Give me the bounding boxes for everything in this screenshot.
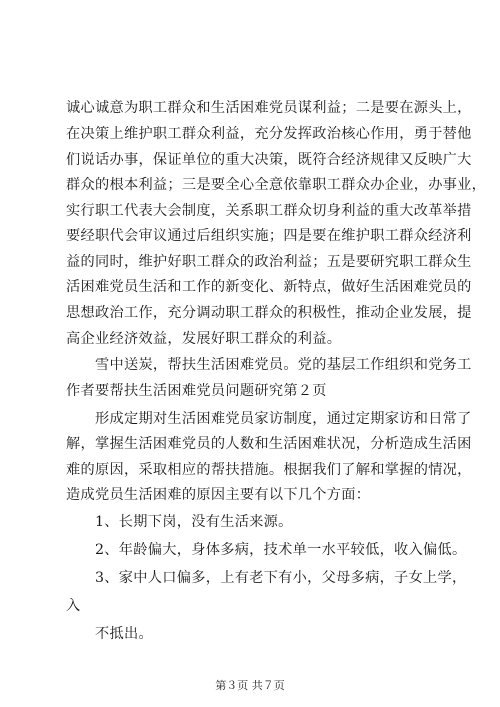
body-text-line: 们说话办事，保证单位的重大决策，既符合经济规律又反映广大 (66, 152, 472, 168)
body-text-line: 思想政治工作，充分调动职工群众的积极性，推动企业发展，提 (66, 305, 472, 321)
body-text-line: 作者要帮扶生活困难党员问题研究第２页 (66, 383, 327, 399)
body-text-line: 诚心诚意为职工群众和生活困难党员谋利益；二是要在源头上， (66, 100, 472, 116)
body-text-line: 形成定期对生活困难党员家访制度，通过定期家访和日常了 (66, 411, 472, 427)
body-text-line: 难的原因，采取相应的帮扶措施。根据我们了解和掌握的情况， (66, 462, 472, 478)
list-item-3: 3、家中人口偏多，上有老下有小，父母多病，子女上学， (66, 570, 467, 586)
body-text-line: 益的同时，维护好职工群众的政治利益；五是要研究职工群众生 (66, 254, 472, 270)
body-text-line: 造成党员生活困难的原因主要有以下几个方面： (66, 487, 371, 503)
body-text-line: 入 (66, 598, 81, 614)
body-text-line: 不抵出。 (66, 626, 153, 642)
body-text-line: 高企业经济效益，发展好职工群众的利益。 (66, 331, 342, 347)
body-text-line: 群众的根本利益；三是要全心全意依靠职工群众办企业，办事业， (66, 177, 487, 193)
body-text-line: 在决策上维护职工群众利益，充分发挥政治核心作用，勇于替他 (66, 126, 472, 142)
body-text-line: 要经职代会审议通过后组织实施；四是要在维护职工群众经济利 (66, 228, 472, 244)
list-item-1: 1、长期下岗，没有生活来源。 (66, 514, 293, 530)
body-text-line: 实行职工代表大会制度，关系职工群众切身利益的重大改革举措 (66, 203, 472, 219)
body-text-line: 雪中送炭，帮扶生活困难党员。党的基层工作组织和党务工 (66, 357, 472, 373)
page-number-footer: 第３页 共７页 (215, 679, 285, 692)
list-item-2: 2、年龄偏大，身体多病，技术单一水平较低，收入偏低。 (66, 542, 467, 558)
body-text-line: 解，掌握生活困难党员的人数和生活困难状况，分析造成生活困 (66, 436, 472, 452)
body-text-line: 活困难党员生活和工作的新变化、新特点，做好生活困难党员的 (66, 279, 472, 295)
